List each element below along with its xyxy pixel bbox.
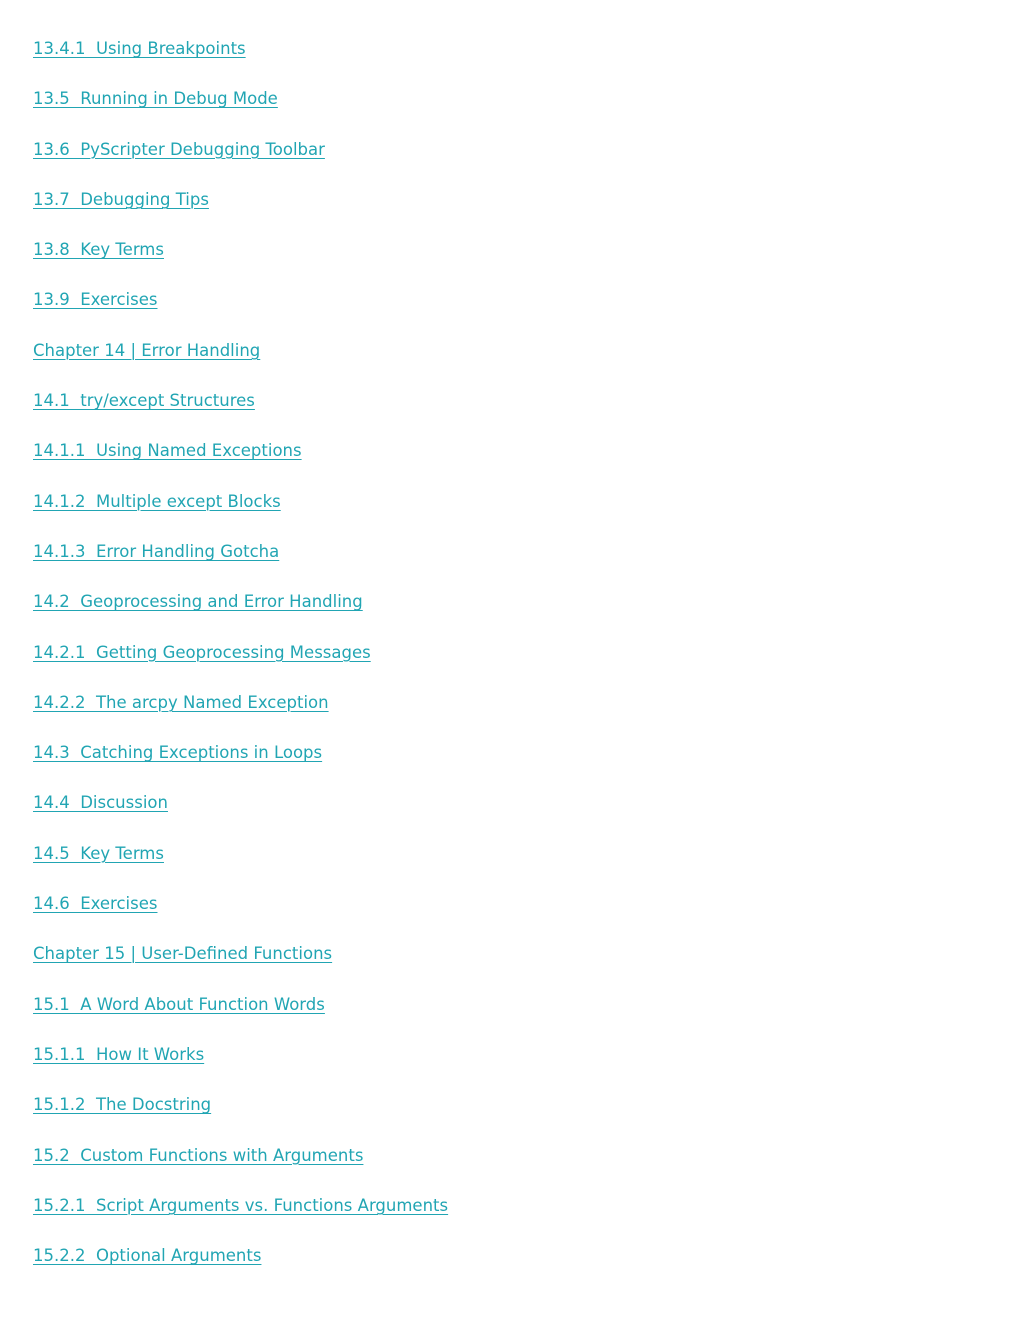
toc-link[interactable]: 13.6 PyScripter Debugging Toolbar: [33, 139, 325, 159]
toc-entry-14-1-2: [33, 490, 448, 540]
toc-entry-14-2: [33, 590, 448, 640]
toc-entry-15-2: [33, 1144, 448, 1194]
toc-entry-14-5: [33, 842, 448, 892]
toc-link[interactable]: 15.1 A Word About Function Words: [33, 994, 325, 1014]
toc-entry-14-2-2: [33, 691, 448, 741]
toc-chapter-link[interactable]: Chapter 15 | User-Defined Functions: [33, 944, 333, 964]
toc-link[interactable]: 14.1 try/except Structures: [33, 391, 255, 411]
toc-entry-15-1-1: [33, 1043, 448, 1093]
toc-link[interactable]: 14.1.1 Using Named Exceptions: [33, 441, 302, 461]
toc-entry-14-3: [33, 741, 448, 791]
toc-link[interactable]: 14.3 Catching Exceptions in Loops: [33, 743, 323, 763]
toc-link[interactable]: 15.2 Custom Functions with Arguments: [33, 1145, 364, 1165]
toc-link[interactable]: 14.5 Key Terms: [33, 843, 164, 863]
toc-entry-14-6: [33, 892, 448, 942]
toc-entry-13-8: [33, 238, 448, 288]
toc-entry-15-1: [33, 993, 448, 1043]
toc-link[interactable]: 13.8 Key Terms: [33, 240, 164, 260]
toc-link[interactable]: 14.2.2 The arcpy Named Exception: [33, 692, 329, 712]
toc-entry-15-2-2: [33, 1244, 448, 1294]
toc-link[interactable]: 14.1.3 Error Handling Gotcha: [33, 541, 280, 561]
toc-link[interactable]: 15.2.2 Optional Arguments: [33, 1246, 262, 1266]
toc-link[interactable]: 15.1.2 The Docstring: [33, 1095, 212, 1115]
toc-entry-14-4: [33, 791, 448, 841]
toc-link[interactable]: 14.6 Exercises: [33, 894, 158, 914]
toc-link[interactable]: 13.4.1 Using Breakpoints: [33, 39, 246, 58]
table-of-contents: [33, 37, 448, 1294]
toc-entry-13-9: [33, 288, 448, 338]
toc-link[interactable]: 13.5 Running in Debug Mode: [33, 89, 278, 109]
toc-link[interactable]: 14.1.2 Multiple except Blocks: [33, 491, 281, 511]
toc-entry-chapter-15: [33, 942, 448, 992]
toc-entry-14-1-3: [33, 540, 448, 590]
toc-link[interactable]: 14.4 Discussion: [33, 793, 168, 813]
toc-entry-15-1-2: [33, 1093, 448, 1143]
toc-entry-13-7: [33, 188, 448, 238]
toc-link[interactable]: 13.7 Debugging Tips: [33, 189, 209, 209]
toc-entry-13-4-1: [33, 37, 448, 87]
toc-entry-13-5: [33, 87, 448, 137]
toc-link[interactable]: 15.2.1 Script Arguments vs. Functions Arguments: [33, 1195, 449, 1215]
toc-entry-15-2-1: [33, 1194, 448, 1244]
toc-link[interactable]: 15.1.1 How It Works: [33, 1044, 205, 1064]
toc-entry-13-6: [33, 138, 448, 188]
toc-link[interactable]: 14.2 Geoprocessing and Error Handling: [33, 592, 363, 612]
toc-link[interactable]: 13.9 Exercises: [33, 290, 158, 310]
toc-chapter-link[interactable]: Chapter 14 | Error Handling: [33, 340, 261, 360]
toc-entry-14-2-1: [33, 641, 448, 691]
toc-entry-chapter-14: [33, 339, 448, 389]
toc-entry-14-1: [33, 389, 448, 439]
toc-link[interactable]: 14.2.1 Getting Geoprocessing Messages: [33, 642, 371, 662]
toc-entry-14-1-1: [33, 439, 448, 489]
